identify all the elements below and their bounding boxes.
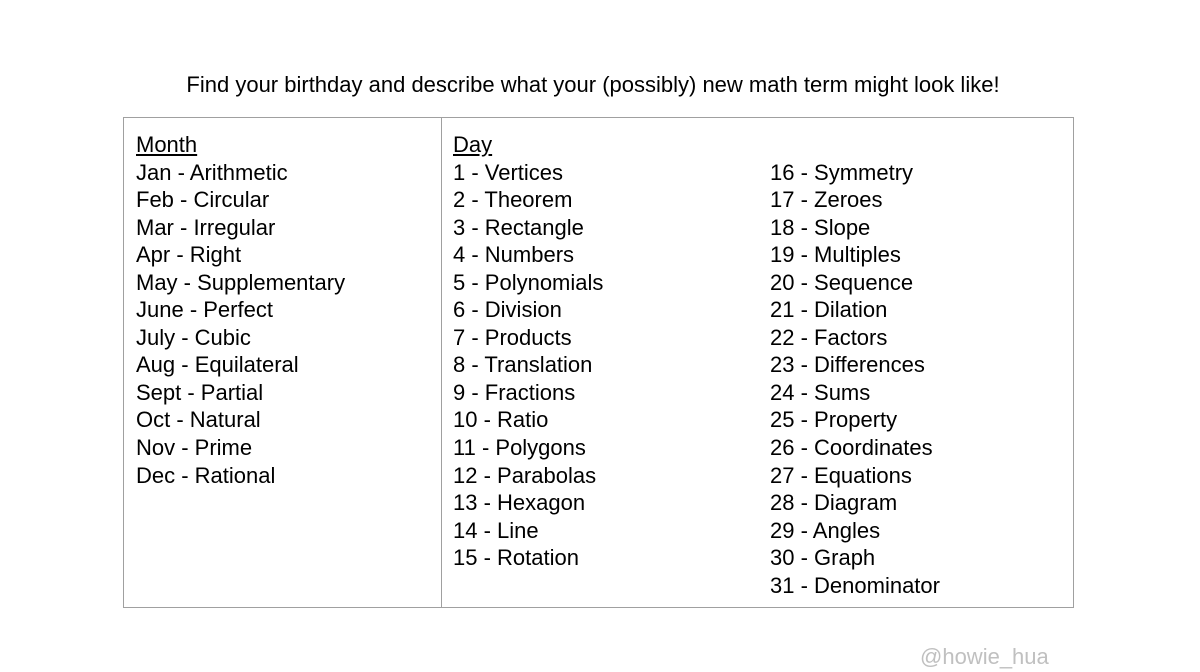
month-entry: June - Perfect — [136, 297, 273, 323]
day-column-1-15 — [453, 131, 603, 572]
day-entry: 28 - Diagram — [770, 490, 898, 516]
month-entry: Oct - Natural — [136, 407, 261, 433]
day-entry: 31 - Denominator — [770, 572, 940, 598]
day-entry: 7 - Products — [453, 324, 572, 350]
day-heading: Day — [453, 132, 493, 157]
day-entry: 26 - Coordinates — [770, 435, 933, 461]
day-entry: 16 - Symmetry — [770, 159, 914, 185]
month-entry: May - Supplementary — [136, 269, 346, 295]
day-entry: 15 - Rotation — [453, 545, 579, 571]
day-entry: 9 - Fractions — [453, 379, 576, 405]
day-entry: 21 - Dilation — [770, 297, 888, 323]
day-entry: 23 - Differences — [770, 352, 925, 378]
column-divider — [441, 118, 442, 607]
day-entry: 18 - Slope — [770, 214, 871, 240]
month-entry: Jan - Arithmetic — [136, 159, 288, 185]
month-entry: Feb - Circular — [136, 187, 270, 213]
page-title: Find your birthday and describe what your (possibly) new math term might look like! — [186, 72, 1000, 97]
day-entry: 3 - Rectangle — [453, 214, 584, 240]
day-entry: 14 - Line — [453, 517, 539, 543]
day-entry: 30 - Graph — [770, 545, 876, 571]
day-entry: 5 - Polynomials — [453, 269, 604, 295]
month-heading: Month — [136, 132, 198, 157]
day-entry: 24 - Sums — [770, 379, 871, 405]
day-entry: 12 - Parabolas — [453, 462, 597, 488]
month-entry: Mar - Irregular — [136, 214, 276, 240]
month-entry: Apr - Right — [136, 242, 242, 268]
day-entry: 22 - Factors — [770, 324, 888, 350]
day-entry: 11 - Polygons — [453, 435, 586, 461]
day-entry: 1 - Vertices — [453, 159, 564, 185]
day-entry: 29 - Angles — [770, 517, 881, 543]
birthday-table — [123, 117, 1074, 608]
day-entry: 17 - Zeroes — [770, 187, 883, 213]
author-handle: @howie_hua — [920, 644, 1049, 669]
day-entry: 27 - Equations — [770, 462, 912, 488]
day-entry: 6 - Division — [453, 297, 562, 323]
day-entry: 19 - Multiples — [770, 242, 901, 268]
day-entry: 4 - Numbers — [453, 242, 575, 268]
month-entry: Sept - Partial — [136, 379, 264, 405]
month-entry: July - Cubic — [136, 324, 251, 350]
day-entry: 8 - Translation — [453, 352, 593, 378]
day-entry: 20 - Sequence — [770, 269, 914, 295]
day-entry: 13 - Hexagon — [453, 490, 586, 516]
month-entry: Dec - Rational — [136, 462, 276, 488]
day-column-16-31 — [770, 159, 940, 600]
day-entry: 25 - Property — [770, 407, 898, 433]
month-column — [136, 131, 345, 489]
month-entry: Nov - Prime — [136, 435, 253, 461]
day-entry: 10 - Ratio — [453, 407, 549, 433]
month-entry: Aug - Equilateral — [136, 352, 299, 378]
day-entry: 2 - Theorem — [453, 187, 573, 213]
